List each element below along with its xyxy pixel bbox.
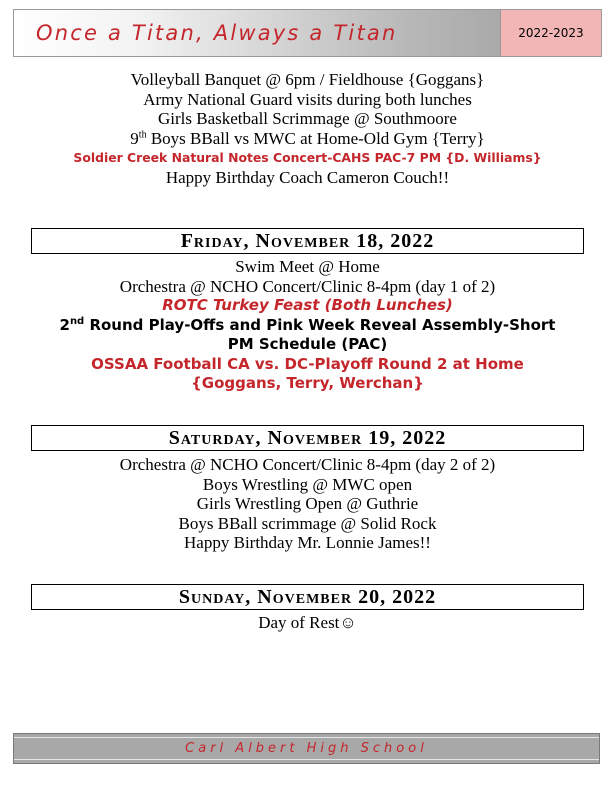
- event-text: Round Play-Offs and Pink Week Reveal Assembly-Short: [89, 315, 556, 334]
- ordinal-number: 9: [130, 128, 139, 148]
- event-line: Girls Basketball Scrimmage @ Southmoore: [158, 109, 457, 128]
- event-line-bold: [0, 316, 615, 336]
- page-footer: [13, 733, 600, 764]
- event-line: Day of Rest☺: [258, 613, 357, 632]
- event-line-highlight: OSSAA Football CA vs. DC-Playoff Round 2 at Home: [91, 354, 524, 373]
- ordinal-number: 2: [59, 315, 70, 334]
- event-line: Volleyball Banquet @ 6pm / Fieldhouse {Goggans}: [130, 70, 485, 89]
- day-header-friday: Friday, November 18, 2022: [31, 228, 584, 254]
- page-header: [13, 9, 602, 57]
- event-line: Army National Guard visits during both lunches: [143, 89, 472, 109]
- event-line: Orchestra @ NCHO Concert/Clinic 8-4pm (day 1 of 2): [119, 276, 496, 296]
- event-line: [0, 129, 615, 149]
- event-line-bold: PM Schedule (PAC): [227, 335, 388, 353]
- event-line-highlight: {Goggans, Terry, Werchan}: [191, 374, 424, 392]
- event-line: Boys BBall scrimmage @ Solid Rock: [178, 513, 437, 533]
- ordinal-suffix: th: [138, 128, 147, 140]
- event-line-highlight: Soldier Creek Natural Notes Concert-CAHS PAC-7 PM {D. Williams}: [73, 150, 542, 165]
- sunday-events: [0, 613, 615, 633]
- saturday-events: [0, 455, 615, 553]
- event-line-highlight: ROTC Turkey Feast (Both Lunches): [162, 296, 453, 314]
- footer-school-name: Carl Albert High School: [14, 737, 599, 760]
- day-header-saturday: Saturday, November 19, 2022: [31, 425, 584, 451]
- event-line: Happy Birthday Coach Cameron Couch!!: [165, 167, 450, 187]
- school-year: 2022-2023: [500, 10, 601, 56]
- event-line: Swim Meet @ Home: [235, 257, 380, 276]
- day-header-sunday: Sunday, November 20, 2022: [31, 584, 584, 610]
- header-title: Once a Titan, Always a Titan: [14, 10, 500, 56]
- ordinal-suffix: nd: [69, 315, 85, 327]
- event-line: Girls Wrestling Open @ Guthrie: [196, 494, 419, 513]
- event-text: Boys BBall vs MWC at Home-Old Gym {Terry}: [150, 128, 485, 148]
- event-line: Orchestra @ NCHO Concert/Clinic 8-4pm (day 2 of 2): [119, 455, 496, 474]
- event-line: Happy Birthday Mr. Lonnie James!!: [184, 533, 431, 552]
- friday-events: [0, 257, 615, 394]
- thursday-events: [0, 70, 615, 187]
- event-line: Boys Wrestling @ MWC open: [202, 474, 413, 494]
